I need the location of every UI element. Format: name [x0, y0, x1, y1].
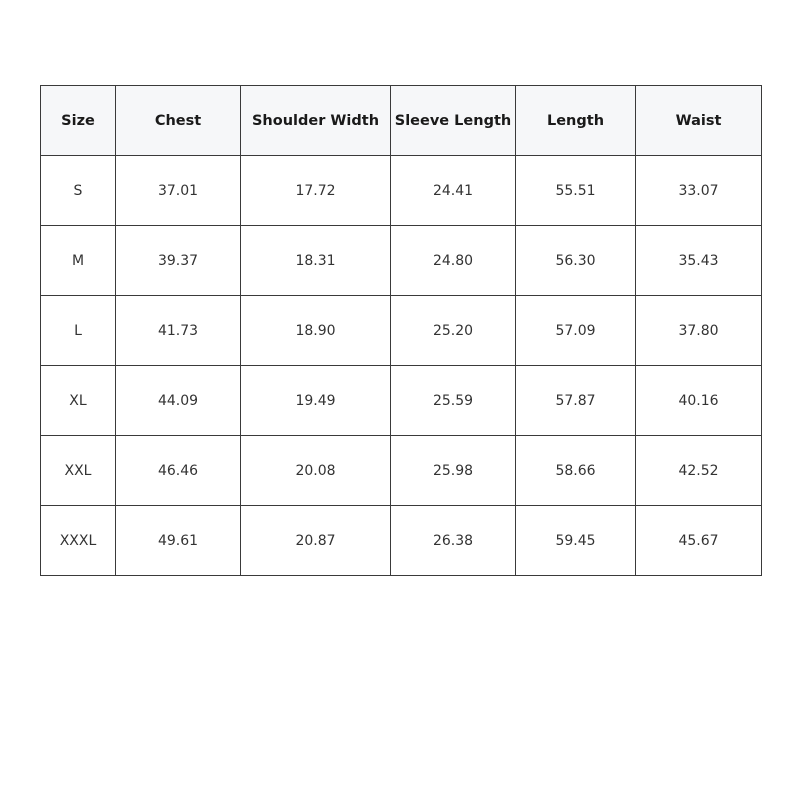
cell-length: 57.09 [516, 296, 636, 366]
cell-shoulder-width: 20.87 [241, 506, 391, 576]
cell-waist: 42.52 [636, 436, 762, 506]
table-row [41, 506, 762, 576]
cell-length: 55.51 [516, 156, 636, 226]
table-row [41, 296, 762, 366]
cell-chest: 46.46 [116, 436, 241, 506]
table-header-row [41, 86, 762, 156]
cell-chest: 39.37 [116, 226, 241, 296]
cell-size: L [41, 296, 116, 366]
cell-waist: 37.80 [636, 296, 762, 366]
cell-waist: 35.43 [636, 226, 762, 296]
table-row [41, 366, 762, 436]
cell-waist: 45.67 [636, 506, 762, 576]
cell-sleeve-length: 25.98 [391, 436, 516, 506]
cell-length: 56.30 [516, 226, 636, 296]
header-chest: Chest [116, 86, 241, 156]
cell-sleeve-length: 25.59 [391, 366, 516, 436]
cell-size: S [41, 156, 116, 226]
cell-chest: 44.09 [116, 366, 241, 436]
header-size: Size [41, 86, 116, 156]
cell-length: 59.45 [516, 506, 636, 576]
cell-sleeve-length: 24.41 [391, 156, 516, 226]
cell-shoulder-width: 19.49 [241, 366, 391, 436]
cell-shoulder-width: 17.72 [241, 156, 391, 226]
cell-size: XXL [41, 436, 116, 506]
table-row [41, 436, 762, 506]
size-chart-table [40, 85, 762, 576]
cell-shoulder-width: 18.90 [241, 296, 391, 366]
cell-chest: 41.73 [116, 296, 241, 366]
header-length: Length [516, 86, 636, 156]
cell-length: 58.66 [516, 436, 636, 506]
cell-size: M [41, 226, 116, 296]
table-row [41, 226, 762, 296]
cell-size: XXXL [41, 506, 116, 576]
header-sleeve-length: Sleeve Length [391, 86, 516, 156]
cell-sleeve-length: 26.38 [391, 506, 516, 576]
cell-chest: 49.61 [116, 506, 241, 576]
cell-sleeve-length: 24.80 [391, 226, 516, 296]
cell-shoulder-width: 20.08 [241, 436, 391, 506]
cell-length: 57.87 [516, 366, 636, 436]
cell-waist: 33.07 [636, 156, 762, 226]
header-shoulder-width: Shoulder Width [241, 86, 391, 156]
table-row [41, 156, 762, 226]
header-waist: Waist [636, 86, 762, 156]
cell-sleeve-length: 25.20 [391, 296, 516, 366]
cell-waist: 40.16 [636, 366, 762, 436]
cell-shoulder-width: 18.31 [241, 226, 391, 296]
cell-size: XL [41, 366, 116, 436]
cell-chest: 37.01 [116, 156, 241, 226]
